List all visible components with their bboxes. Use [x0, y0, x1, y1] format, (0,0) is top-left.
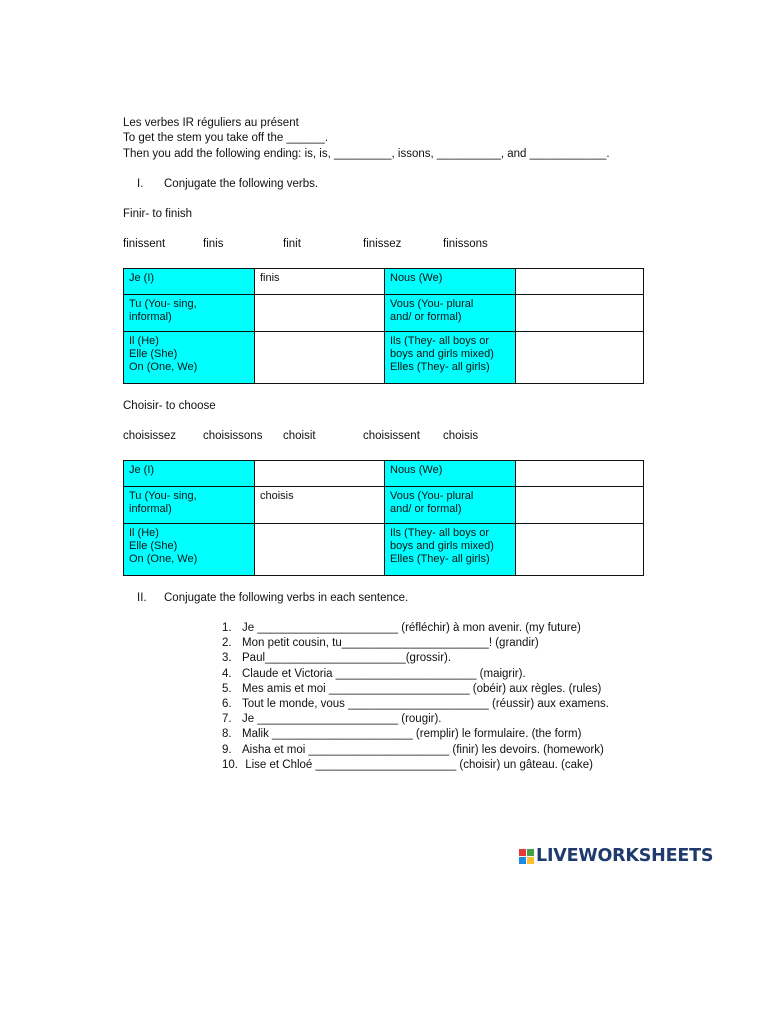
- pronoun-cell-ils-elles: Ils (They- all boys or boys and girls mixed) Elles (They- all girls): [385, 524, 516, 576]
- answer-cell-il-elle-on[interactable]: [255, 332, 385, 384]
- sentence-item[interactable]: 9. Aisha et moi ______________________ (finir) les devoirs. (homework): [222, 743, 604, 756]
- pronoun-cell-il-elle-on: Il (He) Elle (She) On (One, We): [124, 524, 255, 576]
- sentence-item[interactable]: 7. Je ______________________ (rougir).: [222, 713, 442, 726]
- ending-instruction: Then you add the following ending: is, is, _________, issons, __________, and ____________.: [123, 148, 610, 160]
- answer-cell-nous[interactable]: [516, 269, 644, 295]
- answer-cell-je[interactable]: finis: [255, 269, 385, 295]
- pronoun-cell-je: Je (I): [124, 269, 255, 295]
- sentence-item[interactable]: 10. Lise et Chloé ______________________ (choisir) un gâteau. (cake): [222, 758, 594, 771]
- pronoun-cell-je: Je (I): [124, 461, 255, 487]
- finir-title: Finir- to finish: [123, 208, 193, 220]
- choisir-conjugation-table: [123, 460, 644, 576]
- word-bank-item: finissez: [363, 238, 402, 250]
- pronoun-cell-nous: Nous (We): [385, 269, 516, 295]
- finir-conjugation-table: [123, 268, 644, 384]
- word-bank-item: choisis: [443, 430, 479, 442]
- word-bank-item: finis: [203, 238, 224, 250]
- sentence-item[interactable]: 1. Je ______________________ (réfléchir) à mon avenir. (my future): [222, 622, 581, 634]
- word-bank-item: choisissent: [363, 430, 420, 442]
- sentence-item[interactable]: 2. Mon petit cousin, tu_______________________! (grandir): [222, 637, 539, 650]
- logo-square: [519, 857, 526, 864]
- sentence-item[interactable]: 4. Claude et Victoria ______________________ (maigrir).: [222, 667, 526, 680]
- answer-cell-nous[interactable]: [516, 461, 644, 487]
- logo-square: [527, 849, 534, 856]
- choisir-title: Choisir- to choose: [123, 400, 216, 412]
- sentence-item[interactable]: 6. Tout le monde, vous ______________________ (réussir) aux examens.: [222, 698, 609, 711]
- sentence-item[interactable]: 5. Mes amis et moi ______________________ (obéir) aux règles. (rules): [222, 682, 602, 695]
- logo-square: [519, 849, 526, 856]
- section-2-heading: Conjugate the following verbs in each sentence.: [164, 592, 409, 604]
- pronoun-cell-il-elle-on: Il (He) Elle (She) On (One, We): [124, 332, 255, 384]
- pronoun-cell-tu: Tu (You- sing, informal): [124, 295, 255, 332]
- pronoun-cell-ils-elles: Ils (They- all boys or boys and girls mixed) Elles (They- all girls): [385, 332, 516, 384]
- worksheet-title: Les verbes IR réguliers au présent: [123, 117, 299, 129]
- sentence-item[interactable]: 8. Malik ______________________ (remplir) le formulaire. (the form): [222, 728, 582, 741]
- liveworksheets-logo[interactable]: [519, 846, 713, 866]
- logo-square: [527, 857, 534, 864]
- word-bank-item: finissons: [443, 238, 488, 250]
- logo-text: LIVEWORKSHEETS: [536, 846, 714, 866]
- word-bank-item: choisissez: [123, 430, 177, 442]
- answer-cell-je[interactable]: [255, 461, 385, 487]
- word-bank-item: finissent: [123, 238, 166, 250]
- answer-cell-ils-elles[interactable]: [516, 332, 644, 384]
- pronoun-cell-vous: Vous (You- plural and/ or formal): [385, 295, 516, 332]
- answer-cell-il-elle-on[interactable]: [255, 524, 385, 576]
- section-2-numeral: II.: [137, 592, 147, 604]
- sentence-item[interactable]: 3. Paul______________________(grossir).: [222, 652, 452, 665]
- pronoun-cell-tu: Tu (You- sing, informal): [124, 487, 255, 524]
- stem-instruction: To get the stem you take off the ______.: [123, 132, 329, 144]
- section-1-heading: Conjugate the following verbs.: [164, 178, 319, 190]
- word-bank-item: choisit: [283, 430, 316, 442]
- answer-cell-vous[interactable]: [516, 487, 644, 524]
- answer-cell-vous[interactable]: [516, 295, 644, 332]
- answer-cell-ils-elles[interactable]: [516, 524, 644, 576]
- word-bank-item: finit: [283, 238, 301, 250]
- sentence-list: [222, 621, 609, 773]
- word-bank-item: choisissons: [203, 430, 263, 442]
- answer-cell-tu[interactable]: [255, 295, 385, 332]
- section-1-numeral: I.: [137, 178, 144, 190]
- answer-cell-tu[interactable]: choisis: [255, 487, 385, 524]
- pronoun-cell-vous: Vous (You- plural and/ or formal): [385, 487, 516, 524]
- liveworksheets-logo-icon: [519, 849, 534, 864]
- pronoun-cell-nous: Nous (We): [385, 461, 516, 487]
